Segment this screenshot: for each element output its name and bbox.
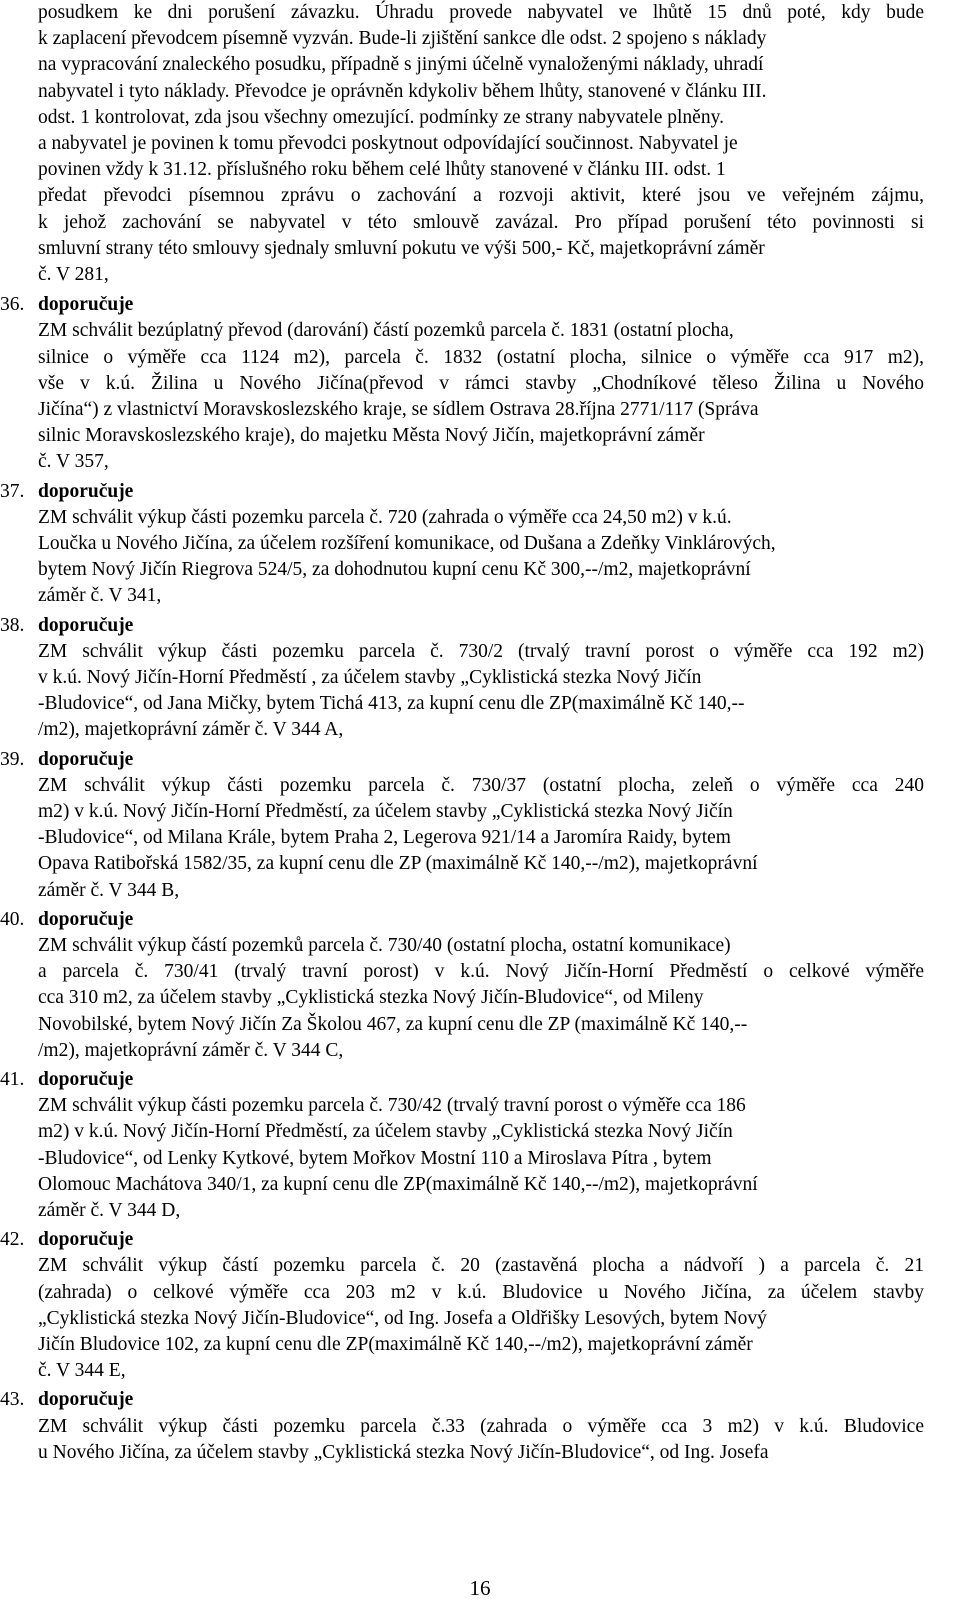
item-number: 42. — [0, 1229, 25, 1251]
item-number: 40. — [0, 908, 25, 930]
item-line: (zahrada) o celkové výměře cca 203 m2 v k.ú. Bludovice u Nového Jičína, za účelem stavby — [38, 1281, 924, 1303]
item-line: -Bludovice“, od Jana Mičky, bytem Tichá 413, za kupní cenu dle ZP(maximálně Kč 140,-- — [38, 693, 745, 715]
item-body — [38, 773, 924, 904]
item-line: m2) v k.ú. Nový Jičín-Horní Předměstí, za účelem stavby „Cyklistická stezka Nový Jičín — [38, 1121, 733, 1143]
item-heading: doporučuje — [38, 1389, 134, 1411]
item-line: Loučka u Nového Jičína, za účelem rozšíření komunikace, od Dušana a Zdeňky Vinklárových, — [38, 532, 776, 554]
item-body — [38, 933, 924, 1064]
item-line: ZM schválit výkup části pozemku parcela č. 730/42 (trvalý travní porost o výměře cca 186 — [38, 1095, 746, 1117]
item-line: a parcela č. 730/41 (trvalý travní porost) v k.ú. Nový Jičín-Horní Předměstí o celkové výměře — [38, 961, 924, 983]
item-number: 38. — [0, 614, 25, 636]
item-line: -Bludovice“, od Lenky Kytkové, bytem Mořkov Mostní 110 a Miroslava Pítra , bytem — [38, 1147, 712, 1169]
intro-line: č. V 281, — [38, 264, 109, 286]
item-heading: doporučuje — [38, 908, 134, 930]
item-line: ZM schválit výkup částí pozemku parcela č. 20 (zastavěná plocha a nádvoří ) a parcela č. 21 — [38, 1255, 924, 1277]
item-line: -Bludovice“, od Milana Krále, bytem Praha 2, Legerova 921/14 a Jaromíra Raidy, bytem — [38, 827, 731, 849]
item-number: 37. — [0, 480, 25, 502]
item-body — [38, 639, 924, 744]
item-line: /m2), majetkoprávní záměr č. V 344 C, — [38, 1039, 344, 1061]
item-line: Opava Ratibořská 1582/35, za kupní cenu dle ZP (maximálně Kč 140,--/m2), majetkoprávní — [38, 853, 758, 875]
item-line: m2) v k.ú. Nový Jičín-Horní Předměstí, za účelem stavby „Cyklistická stezka Nový Jičín — [38, 800, 733, 822]
item-body — [38, 505, 924, 610]
item-line: Jičín Bludovice 102, za kupní cenu dle ZP(maximálně Kč 140,--/m2), majetkoprávní záměr — [38, 1333, 753, 1355]
item-number: 36. — [0, 294, 25, 316]
item-line: ZM schválit bezúplatný převod (darování) částí pozemků parcela č. 1831 (ostatní plocha, — [38, 320, 734, 342]
intro-line: na vypracování znaleckého posudku, případně s jinými účelně vynaloženými náklady, uhradí — [38, 54, 764, 76]
item-heading: doporučuje — [38, 480, 134, 502]
intro-line: nabyvatel i tyto náklady. Převodce je oprávněn kdykoliv během lhůty, stanovené v článku III. — [38, 80, 767, 102]
item-line: č. V 344 E, — [38, 1360, 126, 1382]
item-line: bytem Nový Jičín Riegrova 524/5, za dohodnutou kupní cenu Kč 300,--/m2, majetkoprávní — [38, 559, 751, 581]
page-number: 16 — [469, 1576, 491, 1600]
item-line: Novobilské, bytem Nový Jičín Za Školou 467, za kupní cenu dle ZP (maximálně Kč 140,-- — [38, 1013, 748, 1035]
intro-line: odst. 1 kontrolovat, zda jsou všechny omezující. podmínky ze strany nabyvatele plněny. — [38, 106, 724, 128]
item-heading: doporučuje — [38, 614, 134, 636]
item-line: u Nového Jičína, za účelem stavby „Cyklistická stezka Nový Jičín-Bludovice“, od Ing. Josefa — [38, 1441, 769, 1463]
item-heading: doporučuje — [38, 1229, 134, 1251]
item-line: č. V 357, — [38, 451, 109, 473]
intro-line: k zaplacení převodcem písemně vyzván. Bude-li zjištění sankce dle odst. 2 spojeno s náklady — [38, 28, 767, 50]
item-line: záměr č. V 344 B, — [38, 879, 180, 901]
item-heading: doporučuje — [38, 748, 134, 770]
item-line: ZM schválit výkup části pozemku parcela č. 730/2 (trvalý travní porost o výměře cca 192 m2) — [38, 640, 925, 662]
item-line: záměr č. V 344 D, — [38, 1200, 181, 1221]
intro-line: posudkem ke dni porušení závazku. Úhradu provede nabyvatel ve lhůtě 15 dnů poté, kdy bude — [38, 2, 925, 23]
item-line: cca 310 m2, za účelem stavby „Cyklistická stezka Nový Jičín-Bludovice“, od Mileny — [38, 987, 704, 1009]
item-number: 41. — [0, 1069, 25, 1090]
intro-line: a nabyvatel je povinen k tomu převodci poskytnout odpovídající součinnost. Nabyvatel je — [38, 133, 738, 155]
item-number: 43. — [0, 1389, 25, 1411]
item-line: „Cyklistická stezka Nový Jičín-Bludovice“, od Ing. Josefa a Oldřišky Lesových, bytem Nový — [38, 1307, 767, 1329]
item-line: ZM schválit výkup části pozemku parcela č.33 (zahrada o výměře cca 3 m2) v k.ú. Bludovice — [38, 1415, 924, 1437]
item-heading: doporučuje — [38, 294, 134, 316]
item-line: ZM schválit výkup částí pozemků parcela č. 730/40 (ostatní plocha, ostatní komunikace) — [38, 934, 731, 956]
item-line: vše v k.ú. Žilina u Nového Jičína(převod v rámci stavby „Chodníkové těleso Žilina u Nového — [38, 372, 924, 394]
item-line: záměr č. V 341, — [38, 585, 162, 607]
intro-line: smluvní strany této smlouvy sjednaly smluvní pokutu ve výši 500,- Kč, majetkoprávní záměr — [38, 237, 765, 259]
item-line: Olomouc Machátova 340/1, za kupní cenu dle ZP(maximálně Kč 140,--/m2), majetkoprávní — [38, 1173, 758, 1195]
item-line: Jičína“) z vlastnictví Moravskoslezského kraje, se sídlem Ostrava 28.října 2771/117 (Správa — [38, 398, 759, 420]
item-body — [38, 1093, 924, 1224]
item-number: 39. — [0, 748, 25, 770]
item-heading: doporučuje — [38, 1069, 134, 1090]
intro-line: k jehož zachování se nabyvatel v této smlouvě zavázal. Pro případ porušení této povinnosti si — [38, 211, 924, 233]
item-line: silnic Moravskoslezského kraje), do majetku Města Nový Jičín, majetkoprávní záměr — [38, 425, 705, 447]
intro-paragraph — [38, 0, 924, 288]
item-body — [38, 1414, 924, 1466]
item-line: v k.ú. Nový Jičín-Horní Předměstí , za účelem stavby „Cyklistická stezka Nový Jičín — [38, 666, 702, 688]
intro-line: předat převodci písemnou zprávu o zachování a rozvoji aktivit, které jsou ve veřejném zájmu, — [38, 185, 924, 207]
item-line: /m2), majetkoprávní záměr č. V 344 A, — [38, 719, 344, 741]
item-body — [38, 318, 924, 475]
item-body — [38, 1253, 924, 1384]
item-line: ZM schválit výkup části pozemku parcela č. 730/37 (ostatní plocha, zeleň o výměře cca 240 — [38, 774, 924, 796]
intro-line: povinen vždy k 31.12. příslušného roku během celé lhůty stanovené v článku III. odst. 1 — [38, 159, 726, 181]
item-line: ZM schválit výkup části pozemku parcela č. 720 (zahrada o výměře cca 24,50 m2) v k.ú. — [38, 506, 732, 528]
item-line: silnice o výměře cca 1124 m2), parcela č. 1832 (ostatní plocha, silnice o výměře cca 917 m2), — [38, 346, 924, 368]
